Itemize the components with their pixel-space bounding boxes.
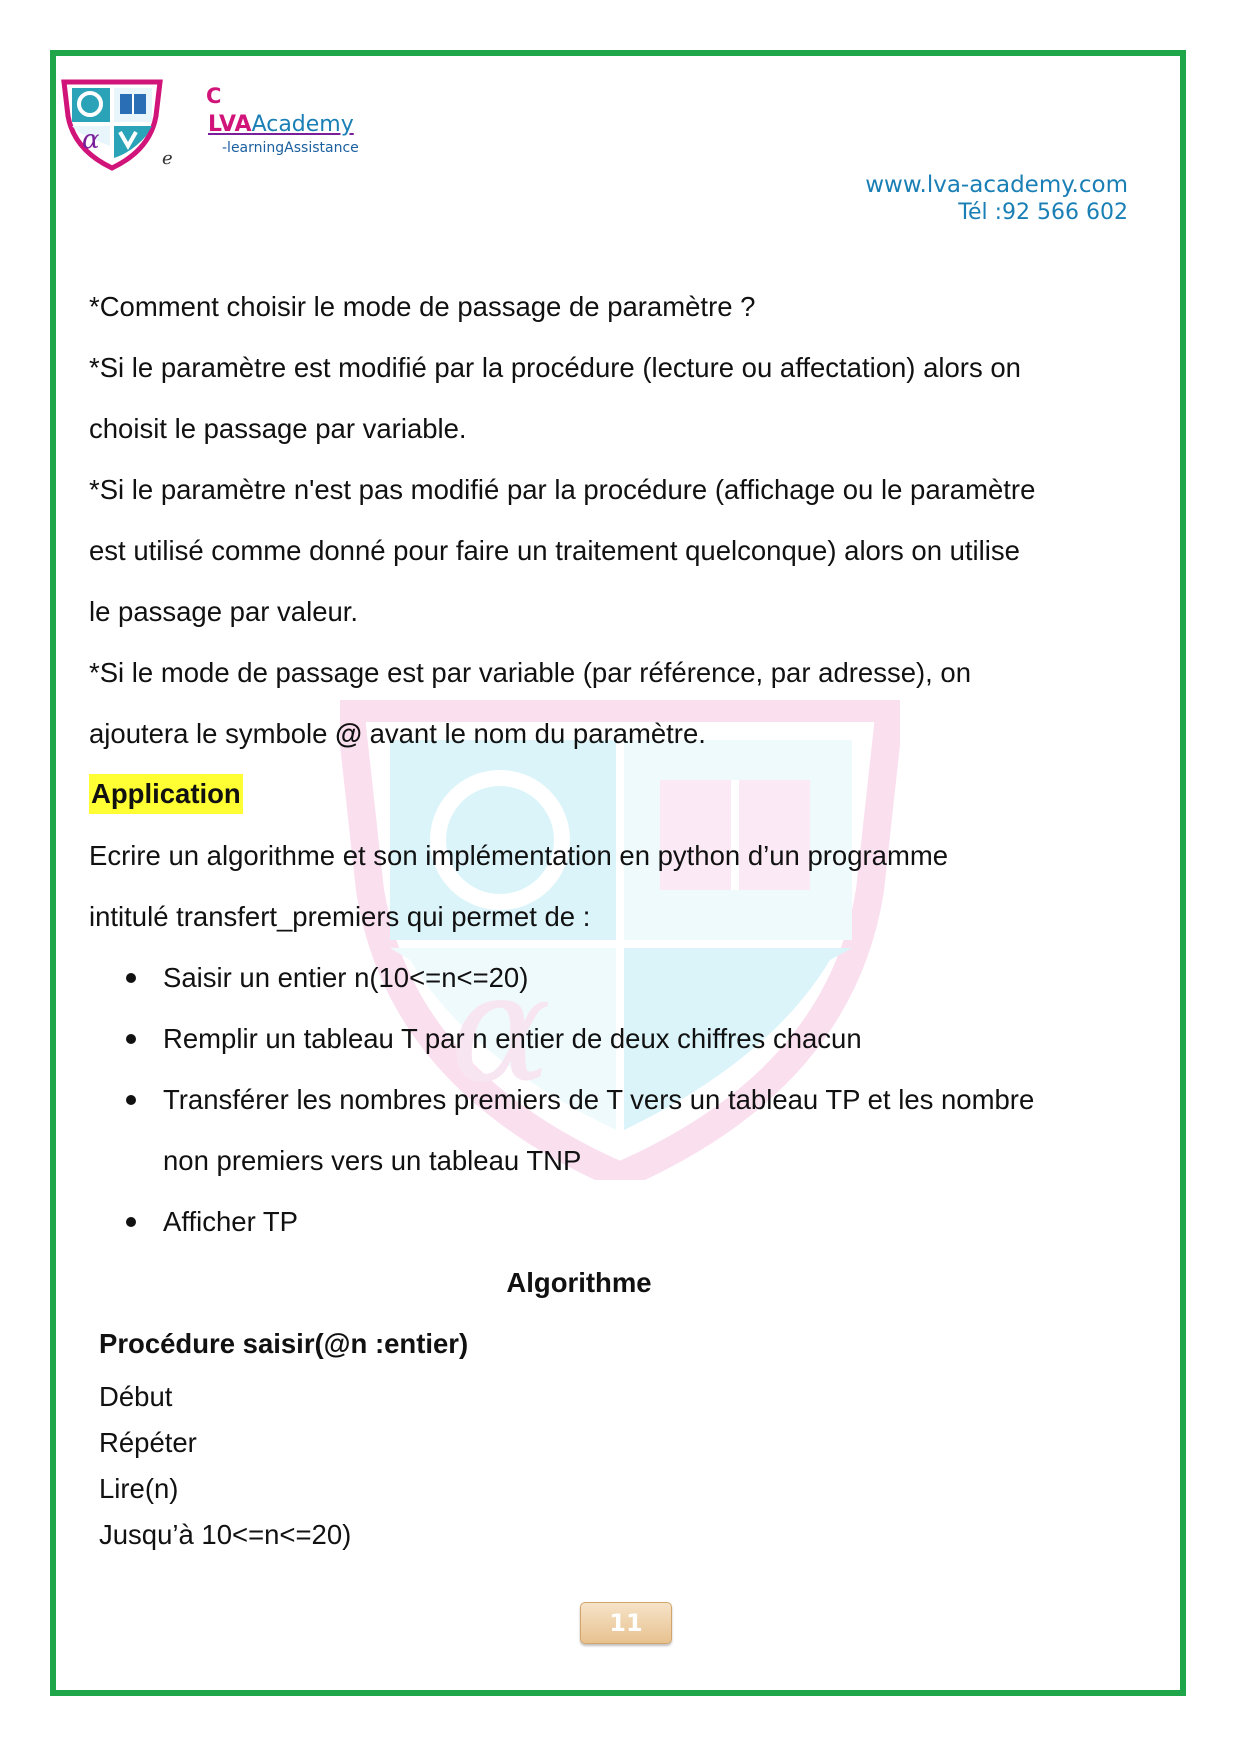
symbol-text-before: ajoutera le symbole [89, 718, 336, 749]
list-item: Saisir un entier n(10<=n<=20) [163, 947, 1149, 1008]
brand-letter: C [206, 84, 222, 108]
symbol-text-after: avant le nom du paramètre. [361, 718, 706, 749]
paragraph-value-line2: est utilisé comme donné pour faire un traitement quelconque) alors on utilise [89, 535, 1020, 566]
paragraph-symbol-line1: *Si le mode de passage est par variable (par référence, par adresse), on [89, 657, 972, 688]
paragraph-symbol-line2 [89, 703, 1149, 764]
algorithm-line: Jusqu’à 10<=n<=20) [99, 1519, 352, 1550]
application-line1: Ecrire un algorithme et son implémentation en python d’un programme [89, 840, 949, 871]
logo-e-letter: e [162, 148, 173, 169]
paragraph-variable-line1: *Si le paramètre est modifié par la procédure (lecture ou affectation) alors on [89, 352, 1021, 383]
brand-academy: Academy [251, 112, 354, 137]
algorithm-line: Début [99, 1381, 173, 1412]
algorithm-procedure-header: Procédure saisir(@n :entier) [99, 1328, 469, 1359]
application-heading: Application [89, 774, 243, 814]
brand-lva: LVA [208, 112, 252, 137]
algorithm-block [89, 1313, 1149, 1558]
brand-name [208, 112, 359, 137]
paragraph-variable-line2: choisit le passage par variable. [89, 413, 467, 444]
at-symbol: @ [335, 718, 362, 749]
paragraph-value-line1: *Si le paramètre n'est pas modifié par la procédure (affichage ou le paramètre [89, 474, 1036, 505]
lva-shield-logo-icon [56, 76, 168, 172]
algorithm-title: Algorithme [506, 1267, 652, 1298]
list-item-line1: Transférer les nombres premiers de T vers un tableau TP et les nombre [163, 1084, 1035, 1115]
contact-block [865, 172, 1128, 225]
algorithm-line: Répéter [99, 1427, 197, 1458]
svg-text:α: α [82, 125, 100, 155]
page-number-badge: 11 [580, 1602, 672, 1644]
brand-block [208, 84, 359, 156]
list-item: Afficher TP [163, 1191, 1149, 1252]
task-list [89, 947, 1149, 1252]
paragraph-value-line3: le passage par valeur. [89, 596, 359, 627]
paragraph-question: *Comment choisir le mode de passage de paramètre ? [89, 291, 756, 322]
phone-number: Tél :92 566 602 [958, 200, 1128, 225]
algorithm-line: Lire(n) [99, 1473, 179, 1504]
page-content [89, 276, 1149, 1558]
application-line2: intitulé transfert_premiers qui permet de : [89, 901, 591, 932]
svg-text:α: α [450, 942, 552, 1116]
website-link[interactable]: www.lva-academy.com [865, 172, 1128, 198]
list-item: Remplir un tableau T par n entier de deux chiffres chacun [163, 1008, 1149, 1069]
brand-tagline: -learningAssistance [222, 140, 359, 156]
list-item-continuation: non premiers vers un tableau TNP [163, 1145, 582, 1176]
list-item [163, 1069, 1149, 1130]
